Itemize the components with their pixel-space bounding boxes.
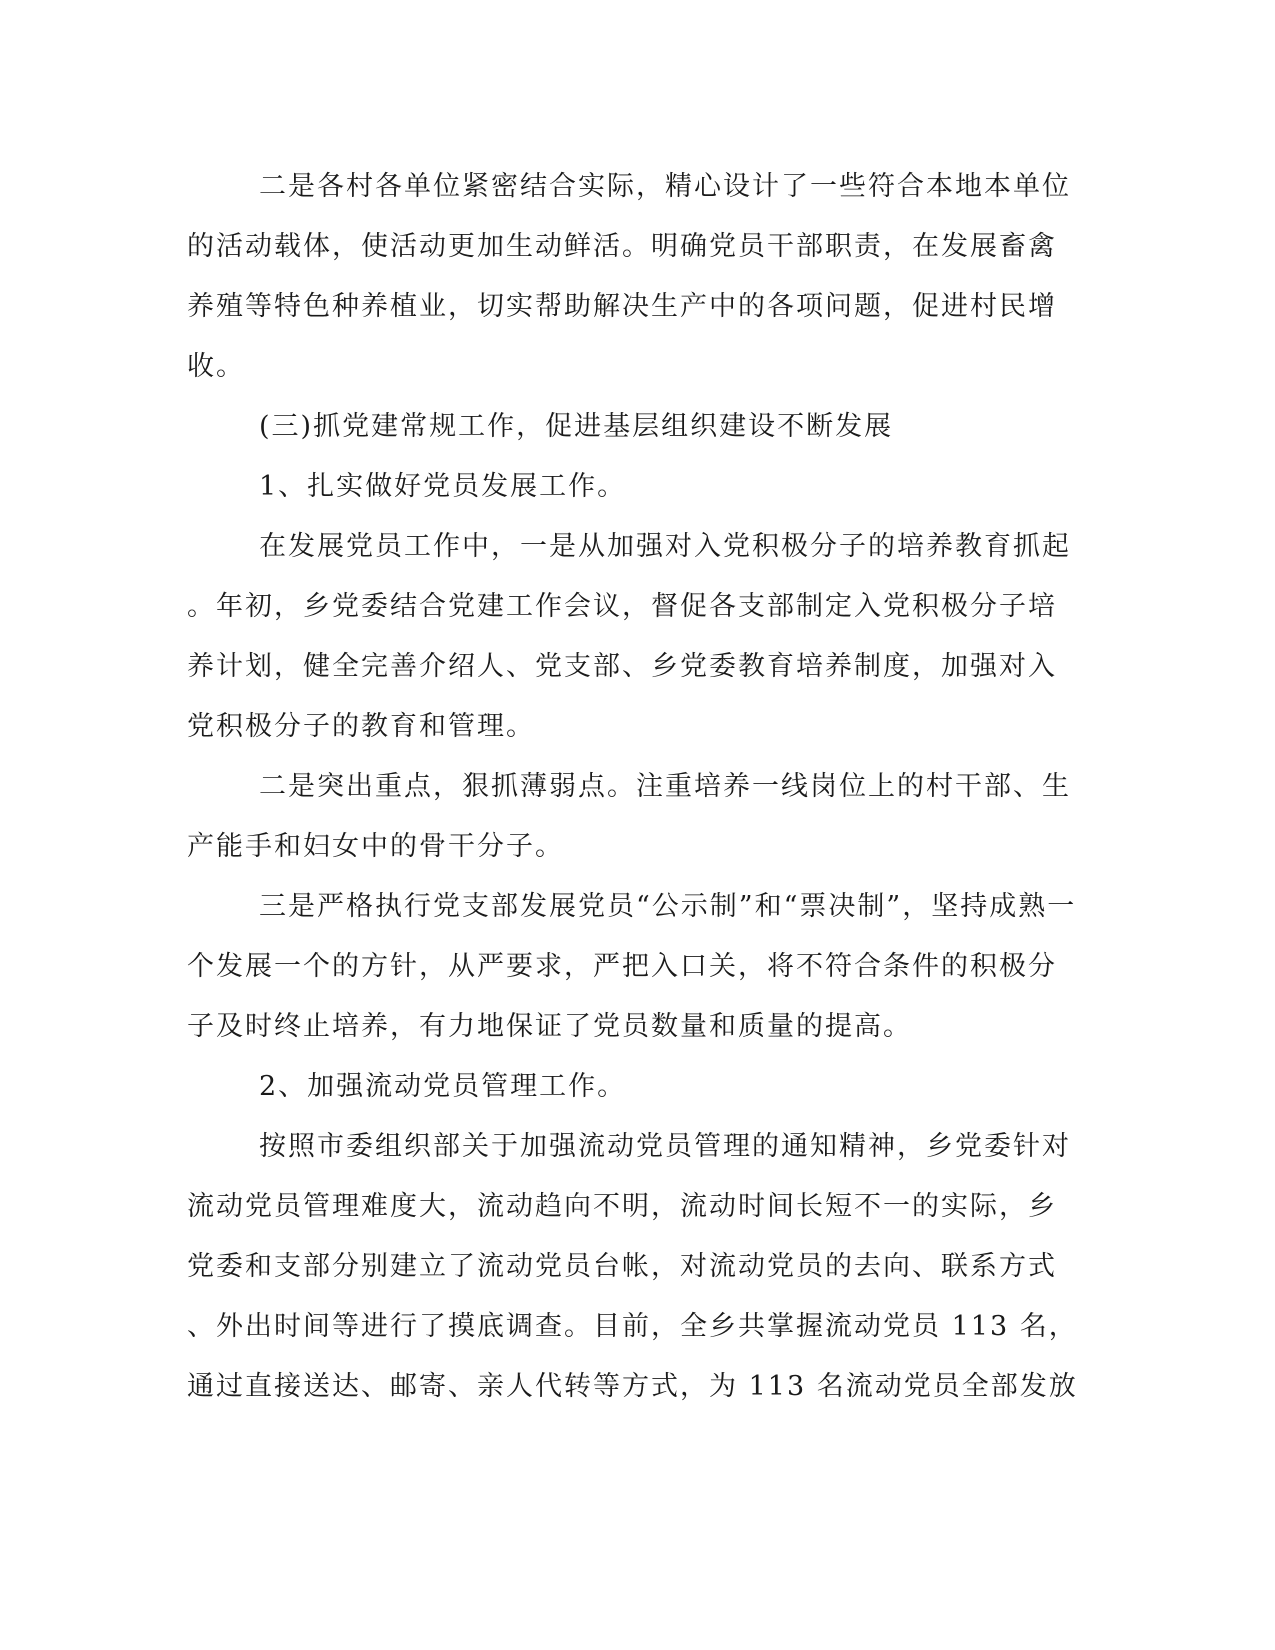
text-line: 。年初，乡党委结合党建工作会议，督促各支部制定入党积极分子培 bbox=[187, 591, 1057, 622]
text-line: 流动党员管理难度大，流动趋向不明，流动时间长短不一的实际，乡 bbox=[187, 1191, 1057, 1222]
text-line: 在发展党员工作中，一是从加强对入党积极分子的培养教育抓起 bbox=[259, 531, 1071, 562]
text-line: 按照市委组织部关于加强流动党员管理的通知精神，乡党委针对 bbox=[259, 1131, 1071, 1162]
text-line: 的活动载体，使活动更加生动鲜活。明确党员干部职责，在发展畜禽 bbox=[187, 231, 1057, 262]
text-line: 三是严格执行党支部发展党员“公示制”和“票决制”，坚持成熟一 bbox=[259, 891, 1077, 922]
text-line: 二是突出重点，狠抓薄弱点。注重培养一线岗位上的村干部、生 bbox=[259, 771, 1071, 802]
text-line: 党积极分子的教育和管理。 bbox=[187, 711, 535, 742]
text-line: 产能手和妇女中的骨干分子。 bbox=[187, 831, 564, 862]
text-line: 收。 bbox=[187, 351, 245, 382]
document-body bbox=[187, 157, 1077, 1417]
text-line: 、外出时间等进行了摸底调查。目前，全乡共掌握流动党员 113 名， bbox=[187, 1311, 1078, 1342]
section-heading: (三)抓党建常规工作，促进基层组织建设不断发展 bbox=[259, 411, 894, 442]
text-line: 养殖等特色种养植业，切实帮助解决生产中的各项问题，促进村民增 bbox=[187, 291, 1057, 322]
subsection-heading: 2、加强流动党员管理工作。 bbox=[259, 1071, 627, 1102]
text-line: 党委和支部分别建立了流动党员台帐，对流动党员的去向、联系方式 bbox=[187, 1251, 1057, 1282]
text-line: 个发展一个的方针，从严要求，严把入口关，将不符合条件的积极分 bbox=[187, 951, 1057, 982]
text-line: 通过直接送达、邮寄、亲人代转等方式，为 113 名流动党员全部发放 bbox=[187, 1371, 1078, 1402]
text-line: 子及时终止培养，有力地保证了党员数量和质量的提高。 bbox=[187, 1011, 912, 1042]
subsection-heading: 1、扎实做好党员发展工作。 bbox=[259, 471, 627, 502]
text-line: 养计划，健全完善介绍人、党支部、乡党委教育培养制度，加强对入 bbox=[187, 651, 1057, 682]
text-line: 二是各村各单位紧密结合实际，精心设计了一些符合本地本单位 bbox=[259, 171, 1071, 202]
